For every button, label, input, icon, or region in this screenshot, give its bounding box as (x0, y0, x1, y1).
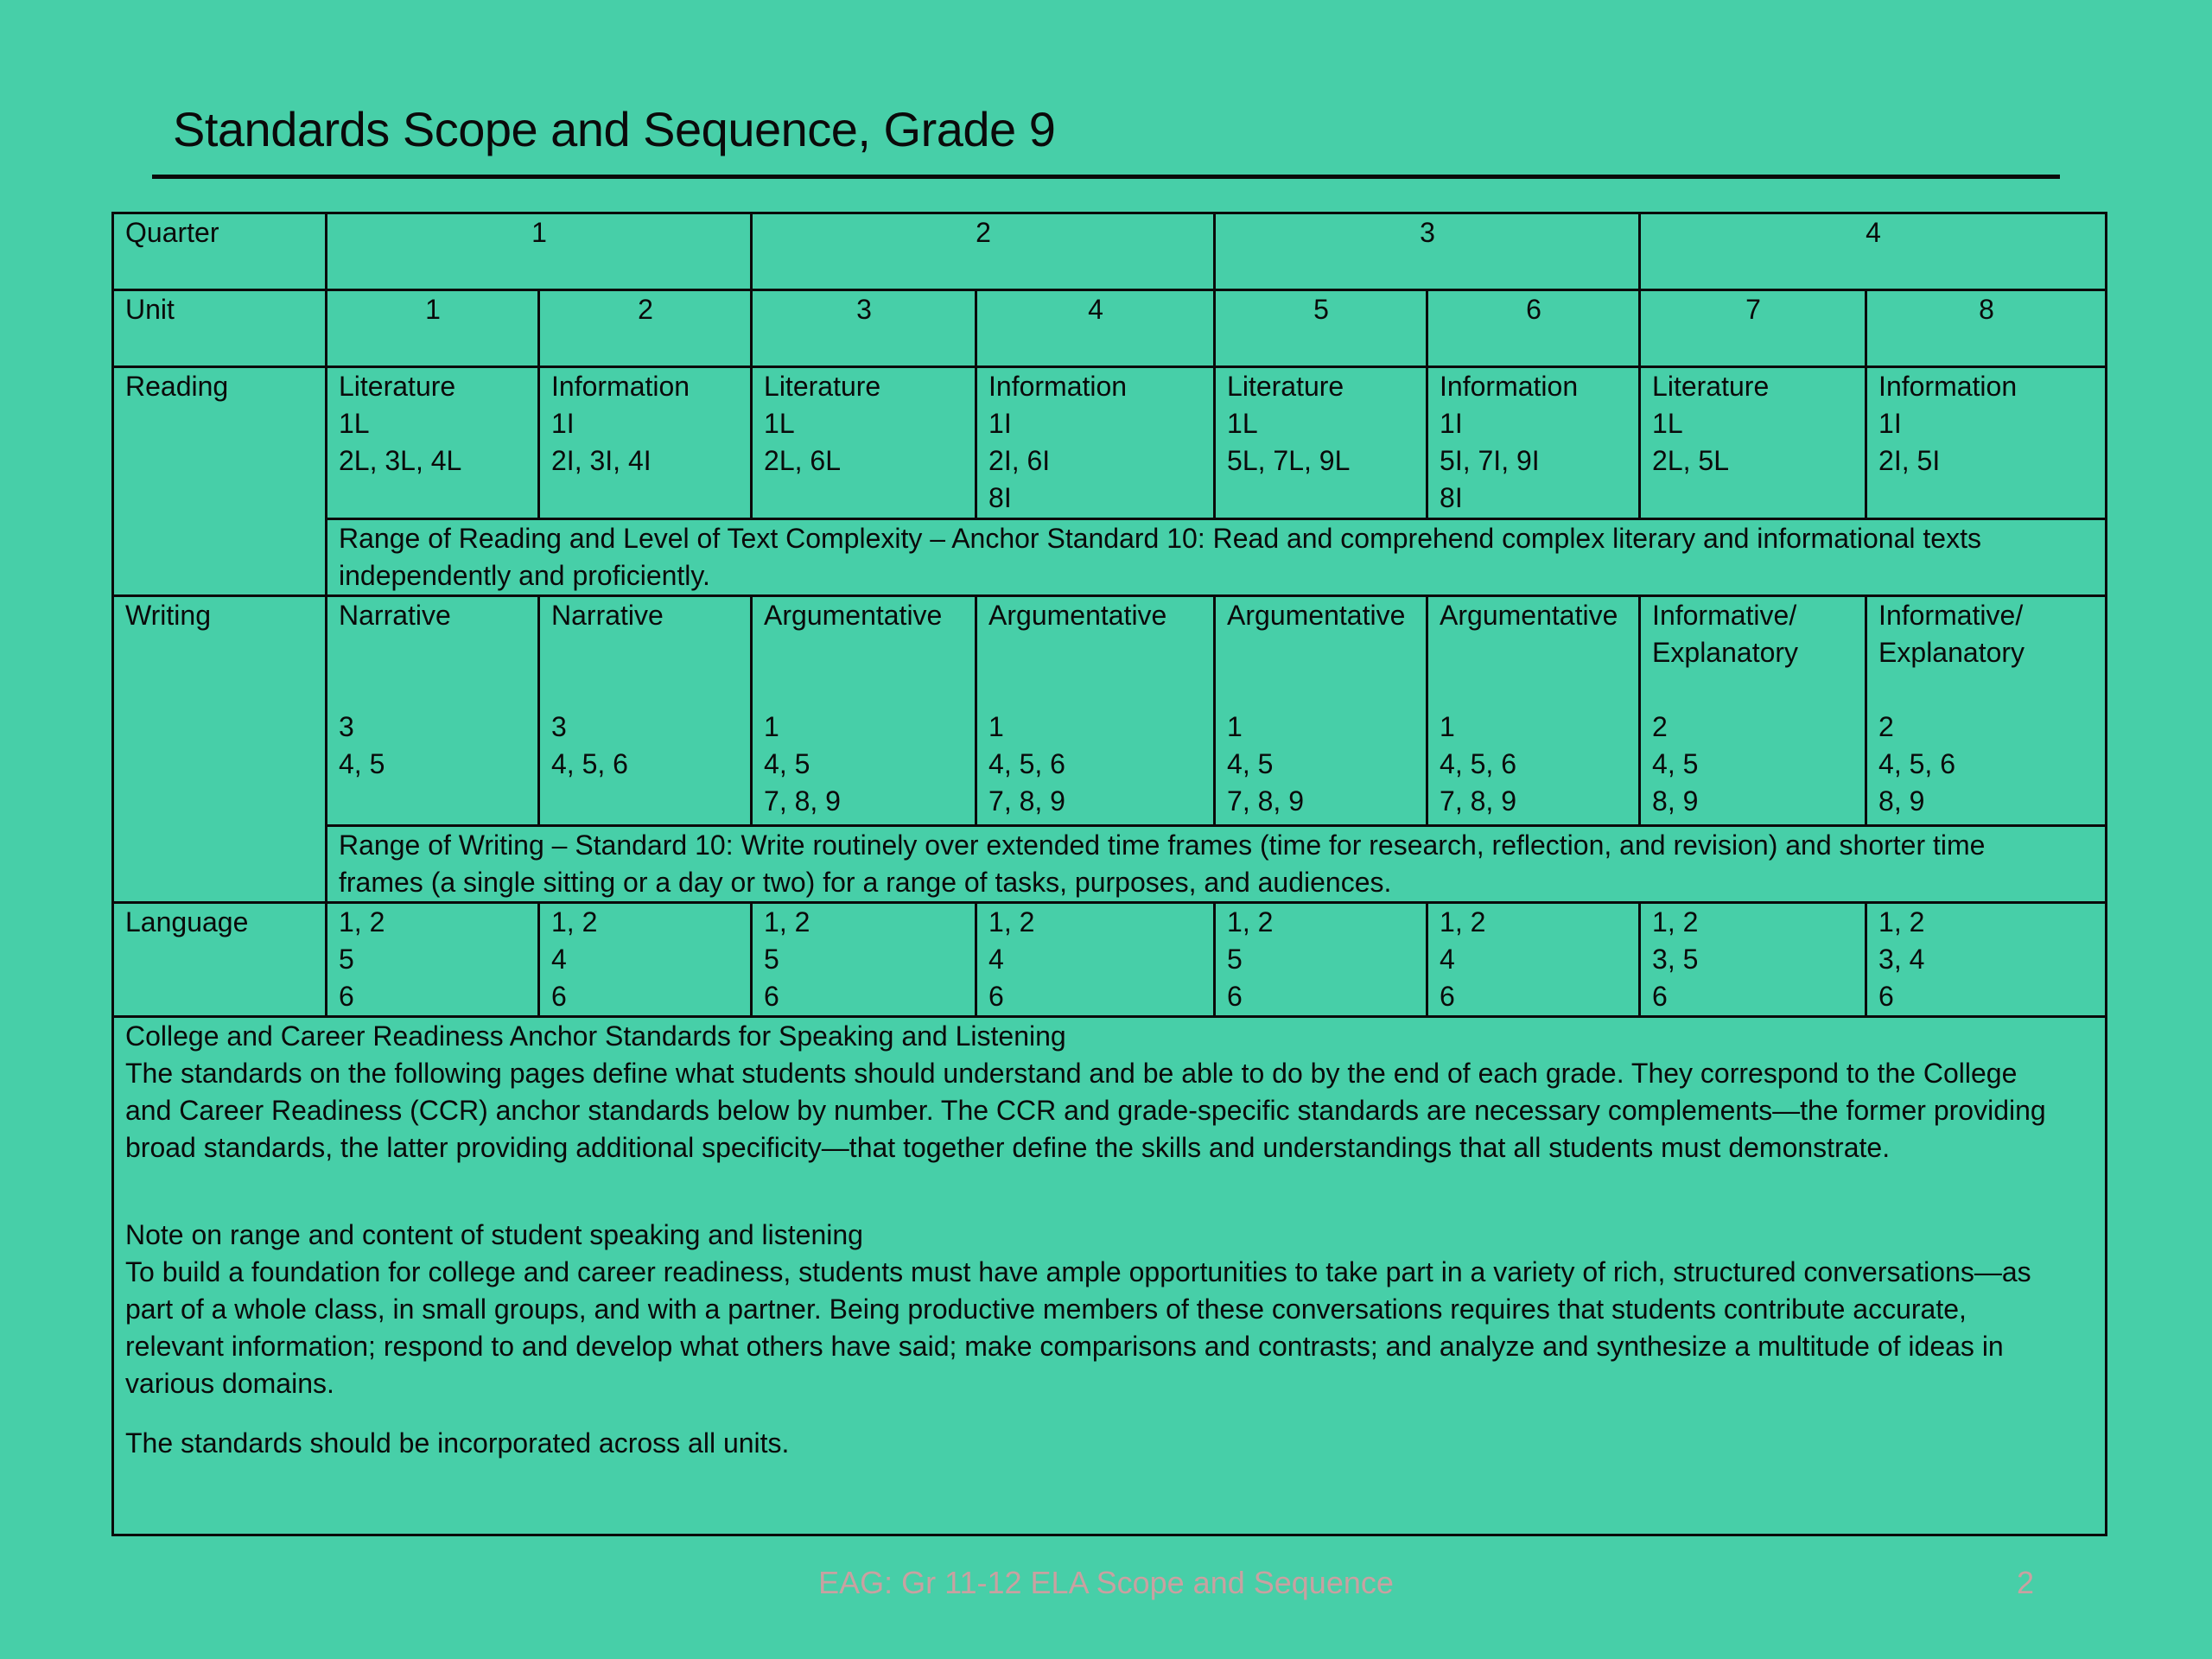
quarter-cell: 1 (327, 213, 752, 290)
reading-cell (1427, 367, 1640, 519)
quarter-cell: 3 (1215, 213, 1640, 290)
reading-standard: 1L (1227, 408, 1258, 439)
writing-standard: 1 (1227, 711, 1243, 742)
reading-standard: 5I, 7I, 9I (1440, 445, 1540, 476)
writing-type: Argumentative (764, 600, 943, 631)
writing-standard: 1 (1440, 711, 1455, 742)
closing-text: The standards should be incorporated across all units. (125, 1427, 790, 1459)
writing-standard: 7, 8, 9 (1440, 785, 1516, 817)
unit-row (113, 290, 2107, 367)
speaking-text-line: and Career Readiness (CCR) anchor standards below by number. The CCR and grade-specific standards are necessary complements—the former providing (125, 1095, 2046, 1126)
writing-type: Explanatory (1652, 637, 1799, 668)
language-standard: 6 (764, 981, 779, 1012)
note-text-line: relevant information; respond to and develop what others have said; make comparisons and contrasts; and analyze and synthesize a multitude of ideas in (125, 1331, 2004, 1362)
writing-range-cell (327, 826, 2107, 903)
reading-type: Information (1440, 371, 1579, 402)
language-cell (1866, 903, 2107, 1017)
reading-standard: 8I (1440, 482, 1463, 513)
reading-type: Literature (1652, 371, 1770, 402)
writing-standard: 3 (551, 711, 567, 742)
reading-standard: 2L, 3L, 4L (339, 445, 462, 476)
language-standard: 4 (551, 944, 567, 975)
unit-cell: 5 (1215, 290, 1427, 367)
page-number: 2 (2017, 1565, 2035, 1600)
unit-label: Unit (113, 290, 327, 367)
writing-type: Argumentative (988, 600, 1167, 631)
writing-cell (1640, 596, 1866, 826)
language-standard: 6 (1440, 981, 1455, 1012)
writing-standard: 4, 5, 6 (1440, 748, 1516, 779)
reading-type: Information (1878, 371, 2018, 402)
language-standard: 5 (764, 944, 779, 975)
writing-label: Writing (113, 596, 327, 903)
reading-standard: 1I (1440, 408, 1463, 439)
writing-standard: 7, 8, 9 (764, 785, 841, 817)
writing-cell (1215, 596, 1427, 826)
scope-sequence-table (111, 212, 2107, 1536)
reading-standard: 5L, 7L, 9L (1227, 445, 1351, 476)
writing-range-text: frames (a single sitting or a day or two) for a range of tasks, purposes, and audiences. (339, 867, 1392, 898)
writing-standard: 8, 9 (1878, 785, 1925, 817)
reading-label: Reading (113, 367, 327, 596)
language-standard: 1, 2 (339, 906, 385, 938)
reading-standard: 2I, 6I (988, 445, 1051, 476)
writing-standard: 4, 5, 6 (1878, 748, 1955, 779)
language-cell (752, 903, 976, 1017)
language-standard: 1, 2 (764, 906, 810, 938)
language-standard: 6 (551, 981, 567, 1012)
writing-standard: 8, 9 (1652, 785, 1699, 817)
writing-standard: 4, 5 (1227, 748, 1274, 779)
language-standard: 1, 2 (551, 906, 598, 938)
speaking-text-line: broad standards, the latter providing additional specificity—that together define the skills and understandings that all students must demonstrate. (125, 1132, 1891, 1163)
language-standard: 3, 5 (1652, 944, 1699, 975)
language-cell (1640, 903, 1866, 1017)
writing-row (113, 596, 2107, 826)
reading-row (113, 367, 2107, 519)
writing-standard: 3 (339, 711, 354, 742)
unit-cell: 3 (752, 290, 976, 367)
reading-type: Literature (764, 371, 881, 402)
language-cell (1427, 903, 1640, 1017)
language-standard: 5 (1227, 944, 1243, 975)
language-cell (976, 903, 1215, 1017)
language-row (113, 903, 2107, 1017)
unit-cell: 1 (327, 290, 539, 367)
quarter-cell: 2 (752, 213, 1215, 290)
writing-type: Argumentative (1227, 600, 1406, 631)
language-label: Language (113, 903, 327, 1017)
reading-cell (752, 367, 976, 519)
speaking-heading: College and Career Readiness Anchor Standards for Speaking and Listening (125, 1020, 1066, 1052)
speaking-listening-cell (113, 1017, 2107, 1535)
language-standard: 3, 4 (1878, 944, 1925, 975)
language-standard: 1, 2 (1227, 906, 1274, 938)
title-underline (152, 175, 2060, 179)
writing-cell (327, 596, 539, 826)
reading-standard: 2I, 5I (1878, 445, 1941, 476)
writing-type: Informative/ (1878, 600, 2024, 631)
writing-standard: 2 (1878, 711, 1894, 742)
writing-standard: 1 (764, 711, 779, 742)
page-title: Standards Scope and Sequence, Grade 9 (173, 102, 1056, 156)
writing-standard: 7, 8, 9 (1227, 785, 1304, 817)
reading-type: Literature (1227, 371, 1344, 402)
reading-range-cell (327, 519, 2107, 596)
reading-standard: 2I, 3I, 4I (551, 445, 652, 476)
reading-cell (1866, 367, 2107, 519)
language-standard: 1, 2 (988, 906, 1035, 938)
note-text-line: various domains. (125, 1368, 334, 1399)
language-standard: 6 (339, 981, 354, 1012)
reading-cell (539, 367, 752, 519)
reading-standard: 1I (988, 408, 1012, 439)
reading-standard: 2L, 6L (764, 445, 841, 476)
reading-standard: 1L (764, 408, 795, 439)
writing-standard: 4, 5 (764, 748, 810, 779)
reading-standard: 2L, 5L (1652, 445, 1730, 476)
writing-standard: 4, 5, 6 (988, 748, 1065, 779)
writing-cell (752, 596, 976, 826)
unit-cell: 7 (1640, 290, 1866, 367)
reading-cell (327, 367, 539, 519)
writing-standard: 2 (1652, 711, 1668, 742)
writing-range-row (113, 826, 2107, 903)
quarter-row (113, 213, 2107, 290)
writing-type: Narrative (551, 600, 664, 631)
reading-range-text: independently and proficiently. (339, 560, 710, 591)
language-standard: 6 (988, 981, 1004, 1012)
unit-cell: 2 (539, 290, 752, 367)
language-standard: 1, 2 (1878, 906, 1925, 938)
reading-type: Information (988, 371, 1128, 402)
speaking-text-line: The standards on the following pages define what students should understand and be able to do by the end of each grade. They correspond to the College (125, 1058, 2018, 1089)
writing-standard: 4, 5 (339, 748, 385, 779)
quarter-cell: 4 (1640, 213, 2107, 290)
writing-type: Narrative (339, 600, 451, 631)
language-standard: 6 (1652, 981, 1668, 1012)
reading-range-row (113, 519, 2107, 596)
language-cell (539, 903, 752, 1017)
writing-standard: 7, 8, 9 (988, 785, 1065, 817)
reading-range-text: Range of Reading and Level of Text Complexity – Anchor Standard 10: Read and comprehend complex literary and informational texts (339, 523, 1981, 554)
language-standard: 5 (339, 944, 354, 975)
reading-standard: 8I (988, 482, 1012, 513)
language-standard: 1, 2 (1652, 906, 1699, 938)
writing-type: Informative/ (1652, 600, 1797, 631)
footer-text: EAG: Gr 11-12 ELA Scope and Sequence (818, 1565, 1394, 1600)
writing-standard: 1 (988, 711, 1004, 742)
reading-type: Information (551, 371, 690, 402)
reading-standard: 1I (1878, 408, 1902, 439)
note-heading: Note on range and content of student speaking and listening (125, 1219, 863, 1250)
language-standard: 1, 2 (1440, 906, 1486, 938)
writing-standard: 4, 5 (1652, 748, 1699, 779)
note-text-line: part of a whole class, in small groups, and with a partner. Being productive members of these conversations requires that students contribute accurate, (125, 1294, 1967, 1325)
reading-cell (976, 367, 1215, 519)
language-cell (327, 903, 539, 1017)
language-standard: 6 (1227, 981, 1243, 1012)
writing-type: Explanatory (1878, 637, 2025, 668)
unit-cell: 6 (1427, 290, 1640, 367)
unit-cell: 8 (1866, 290, 2107, 367)
writing-cell (1866, 596, 2107, 826)
reading-type: Literature (339, 371, 456, 402)
reading-standard: 1L (339, 408, 370, 439)
reading-cell (1640, 367, 1866, 519)
writing-cell (976, 596, 1215, 826)
unit-cell: 4 (976, 290, 1215, 367)
note-text-line: To build a foundation for college and career readiness, students must have ample opportunities to take part in a variety of rich, structured conversations—as (125, 1256, 2031, 1287)
language-cell (1215, 903, 1427, 1017)
speaking-listening-row (113, 1017, 2107, 1535)
quarter-label: Quarter (113, 213, 327, 290)
writing-cell (1427, 596, 1640, 826)
writing-range-text: Range of Writing – Standard 10: Write routinely over extended time frames (time for research, reflection, and revision) and shorter time (339, 830, 1986, 861)
language-standard: 4 (988, 944, 1004, 975)
reading-cell (1215, 367, 1427, 519)
writing-type: Argumentative (1440, 600, 1618, 631)
language-standard: 4 (1440, 944, 1455, 975)
writing-standard: 4, 5, 6 (551, 748, 628, 779)
language-standard: 6 (1878, 981, 1894, 1012)
reading-standard: 1I (551, 408, 575, 439)
writing-cell (539, 596, 752, 826)
reading-standard: 1L (1652, 408, 1683, 439)
